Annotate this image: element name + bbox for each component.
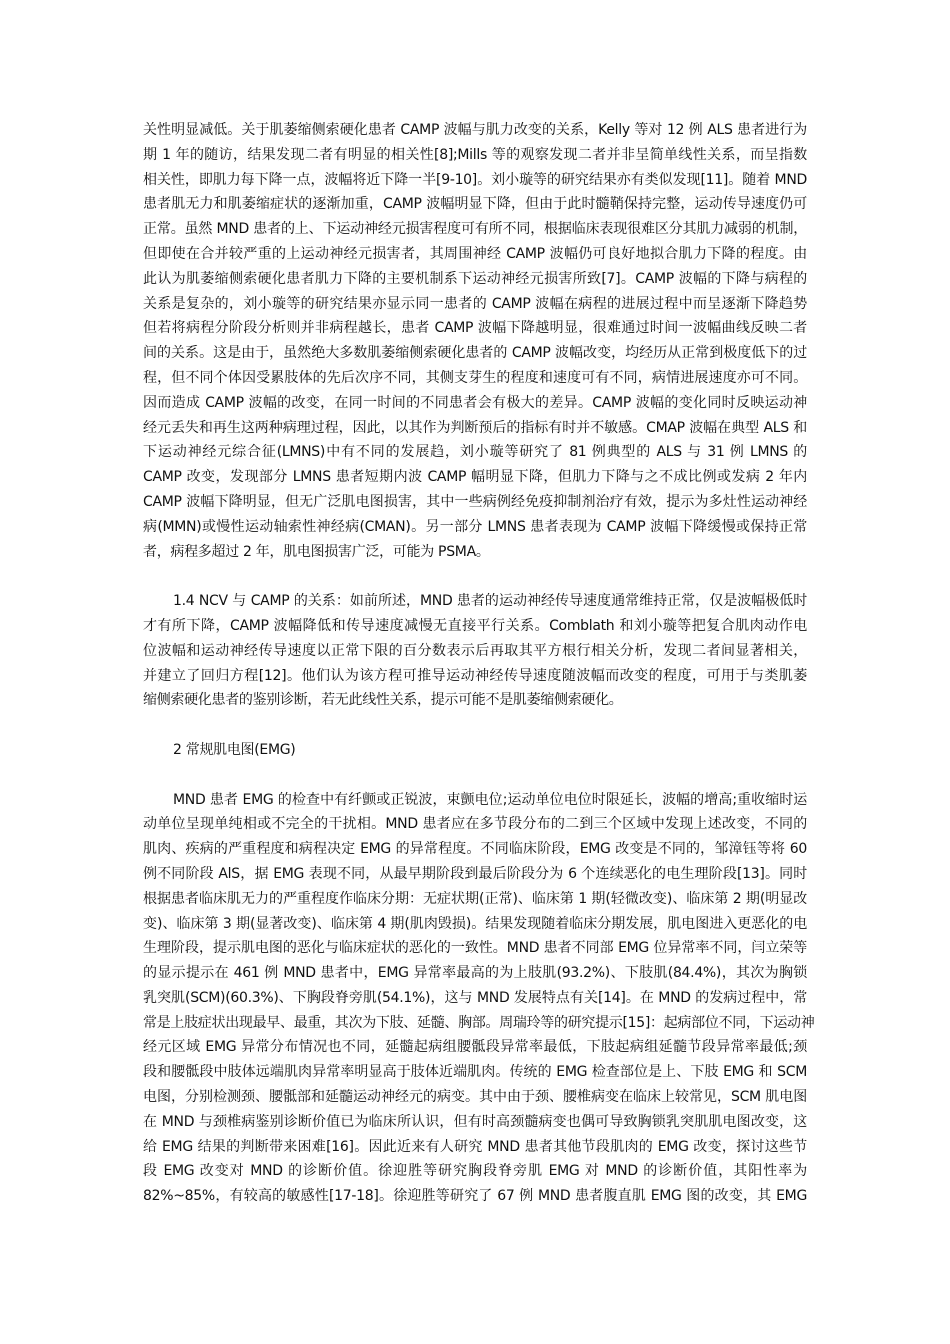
paragraph <box>143 118 807 564</box>
document-body <box>143 118 815 1209</box>
text-line: MND 患者 EMG 的检查中有纤颤或正锐波，束颤电位;运动单位电位时限延长，波幅的增高;重收缩时运 <box>173 791 807 808</box>
section-heading <box>143 738 807 763</box>
text-line: 期 1 年的随访，结果发现二者有明显的相关性[8];Mills 等的观察发现二者并非呈简单线性关系，而呈指数 <box>143 146 807 163</box>
text-line: 给 EMG 结果的判断带来困难[16]。因此近来有人研究 MND 患者其他节段肌肉的 EMG 改变，探讨这些节 <box>143 1138 807 1155</box>
text-line: 程，但不同个体因受累肢体的先后次序不同，其侧支芽生的程度和速度可有不同，病情进展速度亦可不同。 <box>143 369 807 386</box>
text-line: 变)、临床第 3 期(显著改变)、临床第 4 期(肌肉毁损)。结果发现随着临床分期发展，肌电图进入更恶化的电 <box>143 915 807 932</box>
text-line: 乳突肌(SCM)(60.3%)、下胸段脊旁肌(54.1%)，这与 MND 发展特点有关[14]。在 MND 的发病过程中，常 <box>143 989 807 1006</box>
text-line: 82%~85%，有较高的敏感性[17-18]。徐迎胜等研究了 67 例 MND 患者腹直肌 EMG 图的改变，其 EMG <box>143 1188 807 1205</box>
text-line: 才有所下降，CAMP 波幅降低和传导速度减慢无直接平行关系。Comblath 和刘小璇等把复合肌肉动作电 <box>143 617 807 634</box>
text-line: 电图，分别检测颈、腰骶部和延髓运动神经元的病变。其中由于颈、腰椎病变在临床上较常见，SCM 肌电图 <box>143 1089 807 1106</box>
text-line: 下运动神经元综合征(LMNS)中有不同的发展趋，刘小璇等研究了 81 例典型的 ALS 与 31 例 LMNS 的 <box>143 444 807 461</box>
paragraph <box>143 589 807 713</box>
paragraph <box>143 788 815 1210</box>
paragraph-gap <box>143 763 807 788</box>
text-line: 肌肉、疾病的严重程度和病程决定 EMG 的异常程度。不同临床阶段，EMG 改变是不同的，邹漳钰等将 60 <box>143 841 807 858</box>
text-line: 相关性，即肌力每下降一点，波幅将近下降一半[9-10]。刘小璇等的研究结果亦有类似发现[11]。随着 MND <box>143 171 807 188</box>
text-line: 因而造成 CAMP 波幅的改变，在同一时间的不同患者会有极大的差异。CAMP 波幅的变化同时反映运动神 <box>143 394 807 411</box>
text-line: 段 EMG 改变对 MND 的诊断价值。徐迎胜等研究胸段脊旁肌 EMG 对 MND 的诊断价值，其阳性率为 <box>143 1163 807 1180</box>
text-line: 经元区域 EMG 异常分布情况也不同，延髓起病组腰骶段异常率最低，下肢起病组延髓节段异常率最低;颈 <box>143 1039 807 1056</box>
paragraph-gap <box>143 713 807 738</box>
text-line: 患者肌无力和肌萎缩症状的逐渐加重，CAMP 波幅明显下降，但由于此时髓鞘保持完整，运动传导速度仍可 <box>143 196 807 213</box>
text-line: 关性明显减低。关于肌萎缩侧索硬化患者 CAMP 波幅与肌力改变的关系，Kelly 等对 12 例 ALS 患者进行为 <box>143 122 807 138</box>
text-line: 在 MND 与颈椎病鉴别诊断价值已为临床所认识，但有时高颈髓病变也偶可导致胸锁乳突肌肌电图改变，这 <box>143 1113 807 1130</box>
text-line: 例不同阶段 AlS，据 EMG 表现不同，从最早期阶段到最后阶段分为 6 个连续恶化的电生理阶段[13]。同时 <box>143 865 807 882</box>
text-line: 但即使在合并较严重的上运动神经元损害者，其周围神经 CAMP 波幅仍可良好地拟合肌力下降的程度。由 <box>143 245 807 262</box>
text-line: 经元丢失和再生这两种病理过程，因此，以其作为判断预后的指标有时并不敏感。CMAP 波幅在典型 ALS 和 <box>143 419 807 436</box>
text-line: 并建立了回归方程[12]。他们认为该方程可推导运动神经传导速度随波幅而改变的程度，可用于与类肌萎 <box>143 667 807 684</box>
text-line: 此认为肌萎缩侧索硬化患者肌力下降的主要机制系下运动神经元损害所致[7]。CAMP 波幅的下降与病程的 <box>143 270 807 287</box>
heading-text: 2 常规肌电图(EMG) <box>173 741 296 758</box>
text-line: 常是上肢症状出现最早、最重，其次为下肢、延髓、胸部。周瑞玲等的研究提示[15]：起病部位不同，下运动神 <box>143 1014 815 1031</box>
text-line: 病(MMN)或慢性运动轴索性神经病(CMAN)。另一部分 LMNS 患者表现为 CAMP 波幅下降缓慢或保持正常 <box>143 518 807 535</box>
text-line: 缩侧索硬化患者的鉴别诊断，若无此线性关系，提示可能不是肌萎缩侧索硬化。 <box>143 692 623 709</box>
text-line: 1.4 NCV 与 CAMP 的关系：如前所述，MND 患者的运动神经传导速度通常维持正常，仅是波幅极低时 <box>173 593 807 610</box>
text-line: 根据患者临床肌无力的严重程度作临床分期：无症状期(正常)、临床第 1 期(轻微改变)、临床第 2 期(明显改 <box>143 890 807 907</box>
text-line: 段和腰骶段中肢体远端肌肉异常率明显高于肢体近端肌肉。传统的 EMG 检查部位是上、下肢 EMG 和 SCM <box>143 1064 807 1081</box>
text-line: 动单位呈现单纯相或不完全的干扰相。MND 患者应在多节段分布的二到三个区域中发现上述改变，不同的 <box>143 816 807 833</box>
text-line: 生理阶段，提示肌电图的恶化与临床症状的恶化的一致性。MND 患者不同部 EMG 位异常率不同，闫立荣等 <box>143 940 807 957</box>
text-line: 者，病程多超过 2 年，肌电图损害广泛，可能为 PSMA。 <box>143 543 490 560</box>
text-line: 但若将病程分阶段分析则并非病程越长，患者 CAMP 波幅下降越明显，很难通过时间一波幅曲线反映二者 <box>143 320 807 337</box>
text-line: 间的关系。这是由于，虽然绝大多数肌萎缩侧索硬化患者的 CAMP 波幅改变，均经历从正常到极度低下的过 <box>143 345 807 362</box>
text-line: 关系是复杂的，刘小璇等的研究结果亦显示同一患者的 CAMP 波幅在病程的进展过程中而呈逐渐下降趋势 <box>143 295 807 312</box>
text-line: 的显示提示在 461 例 MND 患者中，EMG 异常率最高的为上肢肌(93.2%)、下肢肌(84.4%)，其次为胸锁 <box>143 965 807 982</box>
text-line: 位波幅和运动神经传导速度以正常下限的百分数表示后再取其平方根行相关分析，发现二者间显著相关， <box>143 642 807 659</box>
text-line: CAMP 改变，发现部分 LMNS 患者短期内波 CAMP 幅明显下降，但肌力下降与之不成比例或发病 2 年内 <box>143 469 807 486</box>
text-line: CAMP 波幅下降明显，但无广泛肌电图损害，其中一些病例经免疫抑制剂治疗有效，提示为多灶性运动神经 <box>143 493 807 510</box>
paragraph-gap <box>143 564 807 589</box>
text-line: 正常。虽然 MND 患者的上、下运动神经元损害程度可有所不同，根据临床表现很难区分其肌力减弱的机制， <box>143 221 807 238</box>
